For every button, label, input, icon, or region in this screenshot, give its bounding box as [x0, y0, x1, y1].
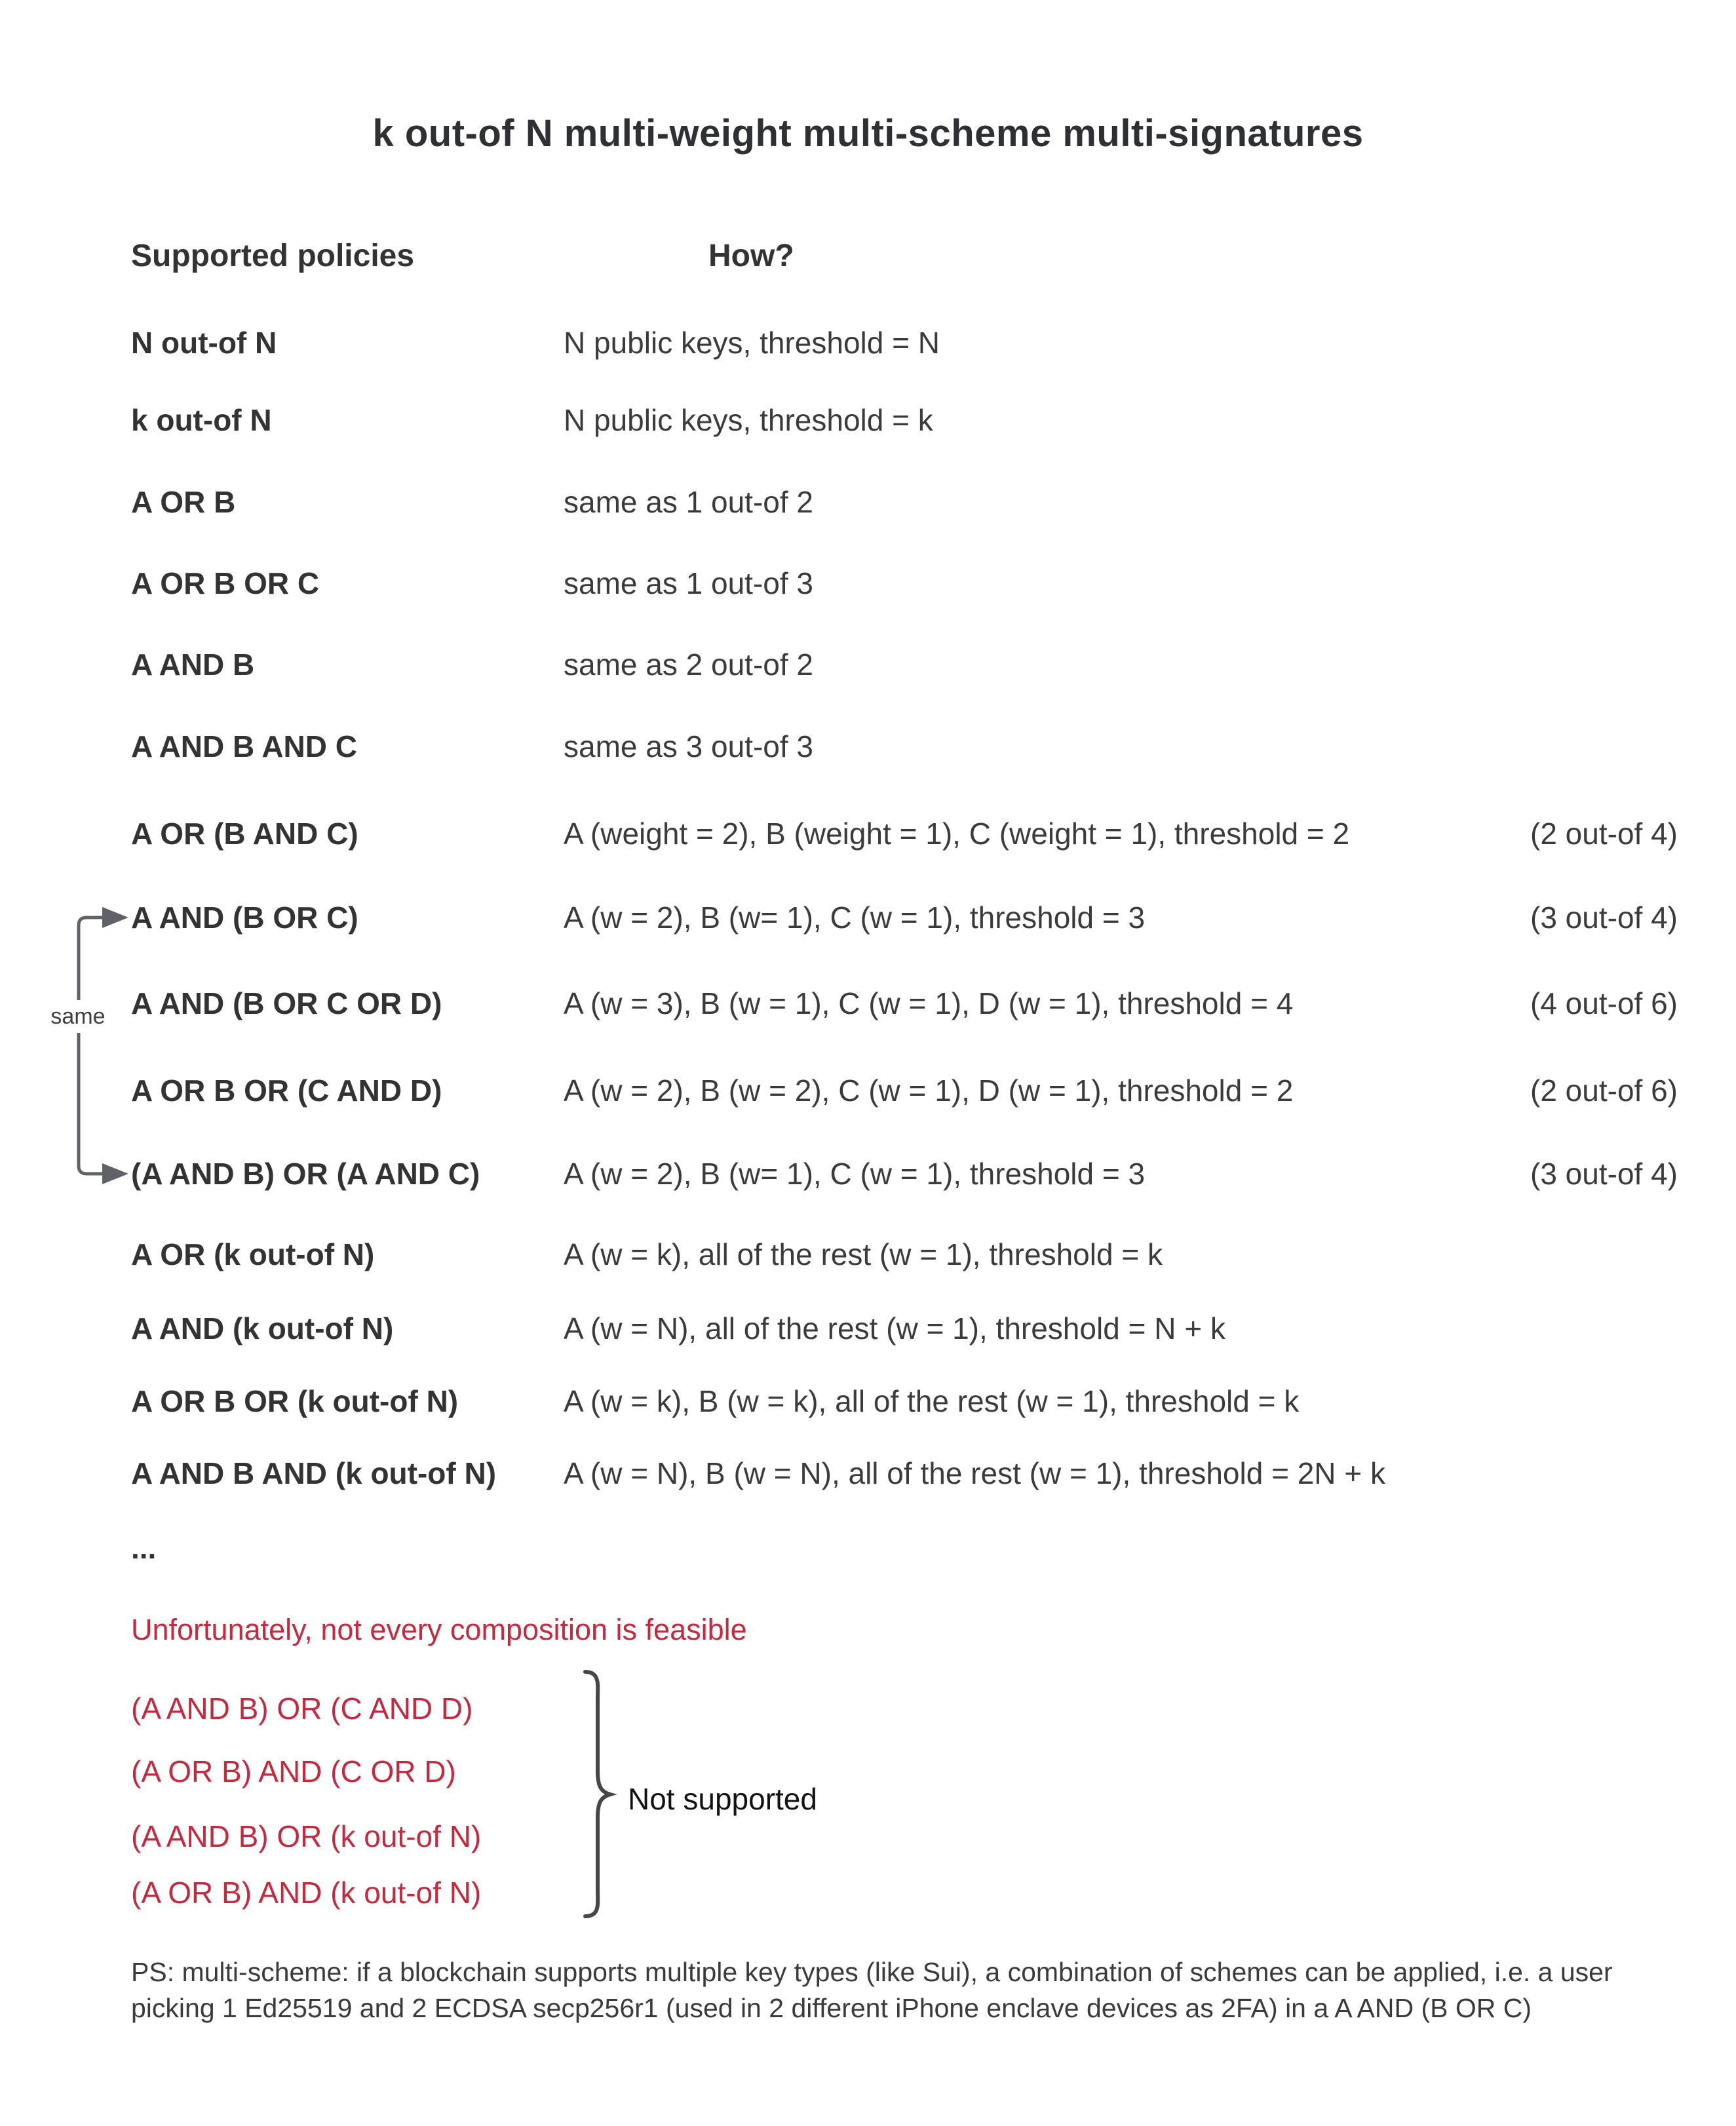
infeasible-item: (A OR B) AND (k out-of N) [131, 1876, 482, 1910]
policy-label: A OR B OR C [131, 566, 320, 600]
policy-label: N out-of N [131, 326, 277, 360]
policy-label: A AND B AND (k out-of N) [131, 1456, 497, 1490]
policy-label: A AND B [131, 647, 255, 682]
infeasible-item: (A AND B) OR (k out-of N) [131, 1819, 482, 1853]
policy-label: k out-of N [131, 403, 272, 437]
table-row [0, 1153, 1736, 1194]
policy-label: A OR B OR (k out-of N) [131, 1384, 459, 1418]
policy-label: A AND B AND C [131, 729, 357, 763]
how-description: A (weight = 2), B (weight = 1), C (weight = 1), threshold = 2 [564, 817, 1350, 851]
how-description: A (w = N), all of the rest (w = 1), threshold = N + k [564, 1311, 1225, 1345]
infeasible-item: (A AND B) OR (C AND D) [131, 1691, 473, 1726]
out-of-note: (3 out-of 4) [1530, 900, 1678, 935]
column-header-how: How? [708, 239, 794, 273]
table-row [0, 813, 1736, 854]
how-description: same as 1 out-of 2 [564, 485, 813, 519]
infeasible-heading: Unfortunately, not every composition is feasible [131, 1613, 747, 1646]
page-title: k out-of N multi-weight multi-scheme multi-signatures [372, 112, 1364, 155]
ps-note: PS: multi-scheme: if a blockchain supports multiple key types (like Sui), a combination of schemes can be applied, i.e. a user picking 1 Ed25519 and 2 ECDSA secp256r1 (used in 2 different iPhone enclave devices as 2FA) in a A AND (B OR C) [131, 1957, 1613, 2023]
policy-label: A OR B OR (C AND D) [131, 1073, 442, 1108]
same-label: same [33, 1000, 123, 1033]
policy-label: A OR B [131, 485, 236, 519]
table-row [0, 726, 1736, 767]
table-row [0, 1528, 1736, 1568]
table-row [0, 1308, 1736, 1349]
table-row [0, 1381, 1736, 1421]
how-description: A (w = 2), B (w= 1), C (w = 1), threshold = 3 [564, 1157, 1146, 1191]
table-row [0, 644, 1736, 685]
table-row [0, 1234, 1736, 1275]
policy-label: A AND (k out-of N) [131, 1311, 394, 1345]
curly-brace-icon [585, 1672, 610, 1916]
out-of-note: (2 out-of 6) [1530, 1073, 1678, 1108]
out-of-note: (3 out-of 4) [1530, 1157, 1678, 1191]
how-description: A (w = k), B (w = k), all of the rest (w = 1), threshold = k [564, 1384, 1300, 1418]
table-row [0, 400, 1736, 440]
policy-label: (A AND B) OR (A AND C) [131, 1157, 480, 1191]
table-row [0, 322, 1736, 363]
policy-label: A AND (B OR C) [131, 900, 358, 935]
table-row [0, 1070, 1736, 1111]
policy-label: A AND (B OR C OR D) [131, 986, 442, 1020]
how-description: A (w = k), all of the rest (w = 1), threshold = k [564, 1237, 1163, 1271]
table-row [0, 897, 1736, 938]
how-description: N public keys, threshold = k [564, 403, 933, 437]
table-row [0, 563, 1736, 604]
table-row [0, 482, 1736, 522]
policy-label: ... [131, 1531, 157, 1565]
table-row [0, 1453, 1736, 1494]
policy-label: A OR (k out-of N) [131, 1237, 375, 1271]
column-header-supported-policies: Supported policies [131, 239, 415, 273]
how-description: A (w = N), B (w = N), all of the rest (w = 1), threshold = 2N + k [564, 1456, 1385, 1490]
how-description: A (w = 2), B (w = 2), C (w = 1), D (w = 1), threshold = 2 [564, 1073, 1294, 1108]
how-description: N public keys, threshold = N [564, 326, 940, 360]
policy-label: A OR (B AND C) [131, 817, 358, 851]
how-description: same as 1 out-of 3 [564, 566, 813, 600]
how-description: same as 2 out-of 2 [564, 647, 813, 682]
out-of-note: (4 out-of 6) [1530, 986, 1678, 1020]
same-bracket-line [79, 918, 105, 1174]
infeasible-item: (A OR B) AND (C OR D) [131, 1754, 456, 1788]
not-supported-label: Not supported [628, 1782, 817, 1816]
how-description: same as 3 out-of 3 [564, 729, 813, 763]
table-row [0, 983, 1736, 1024]
how-description: A (w = 2), B (w= 1), C (w = 1), threshold = 3 [564, 900, 1146, 935]
out-of-note: (2 out-of 4) [1530, 817, 1678, 851]
how-description: A (w = 3), B (w = 1), C (w = 1), D (w = 1), threshold = 4 [564, 986, 1294, 1020]
